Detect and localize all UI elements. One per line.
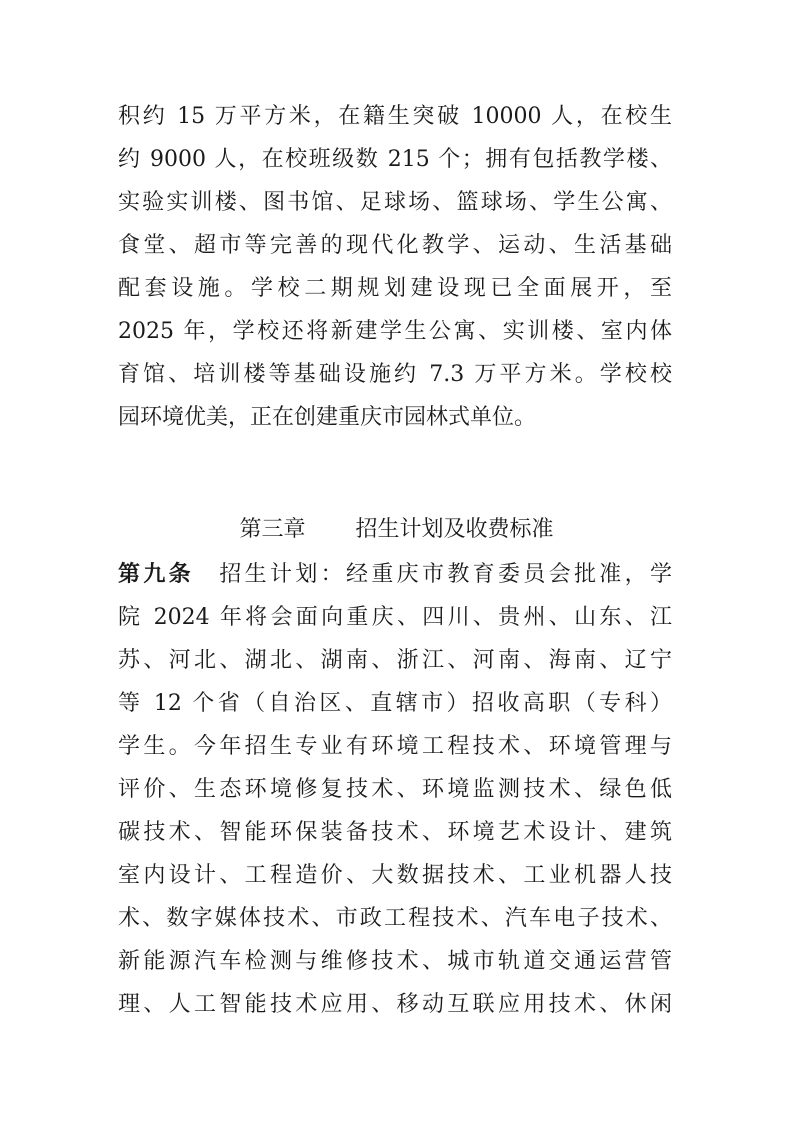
text-line: 育馆、培训楼等基础设施约 7.3 万平方米。学校校 bbox=[118, 362, 672, 387]
text-line: 实验实训楼、图书馆、足球场、篮球场、学生公寓、 bbox=[118, 190, 672, 215]
text-line: 理、人工智能技术应用、移动互联应用技术、休闲 bbox=[118, 992, 672, 1017]
text-line: 积约 15 万平方米，在籍生突破 10000 人，在校生 bbox=[118, 104, 672, 129]
text-line: 等 12 个省（自治区、直辖市）招收高职（专科） bbox=[118, 691, 672, 716]
text-line: 室内设计、工程造价、大数据技术、工业机器人技 bbox=[118, 863, 672, 888]
chapter-heading bbox=[0, 515, 793, 545]
text-line: 评价、生态环境修复技术、环境监测技术、绿色低 bbox=[118, 777, 672, 802]
article-heading: 第九条 bbox=[118, 562, 194, 587]
text-line: 苏、河北、湖北、湖南、浙江、河南、海南、辽宁 bbox=[118, 648, 672, 673]
article-first-line-text: 招生计划：经重庆市教育委员会批准，学 bbox=[216, 562, 672, 587]
text-line: 术、数字媒体技术、市政工程技术、汽车电子技术、 bbox=[118, 906, 672, 931]
text-line: 院 2024 年将会面向重庆、四川、贵州、山东、江 bbox=[118, 605, 672, 630]
article-first-line bbox=[118, 560, 672, 590]
text-line: 新能源汽车检测与维修技术、城市轨道交通运营管 bbox=[118, 949, 672, 974]
text-line: 2025 年，学校还将新建学生公寓、实训楼、室内体 bbox=[118, 319, 672, 344]
text-line: 约 9000 人，在校班级数 215 个；拥有包括教学楼、 bbox=[118, 147, 672, 172]
chapter-number: 第三章 bbox=[239, 517, 306, 542]
text-line: 食堂、超市等完善的现代化教学、运动、生活基础 bbox=[118, 233, 672, 258]
text-line: 配套设施。学校二期规划建设现已全面展开，至 bbox=[118, 276, 672, 301]
text-line: 园环境优美，正在创建重庆市园林式单位。 bbox=[118, 405, 537, 430]
text-line: 碳技术、智能环保装备技术、环境艺术设计、建筑 bbox=[118, 820, 672, 845]
text-line: 学生。今年招生专业有环境工程技术、环境管理与 bbox=[118, 734, 672, 759]
chapter-title: 招生计划及收费标准 bbox=[355, 517, 554, 542]
